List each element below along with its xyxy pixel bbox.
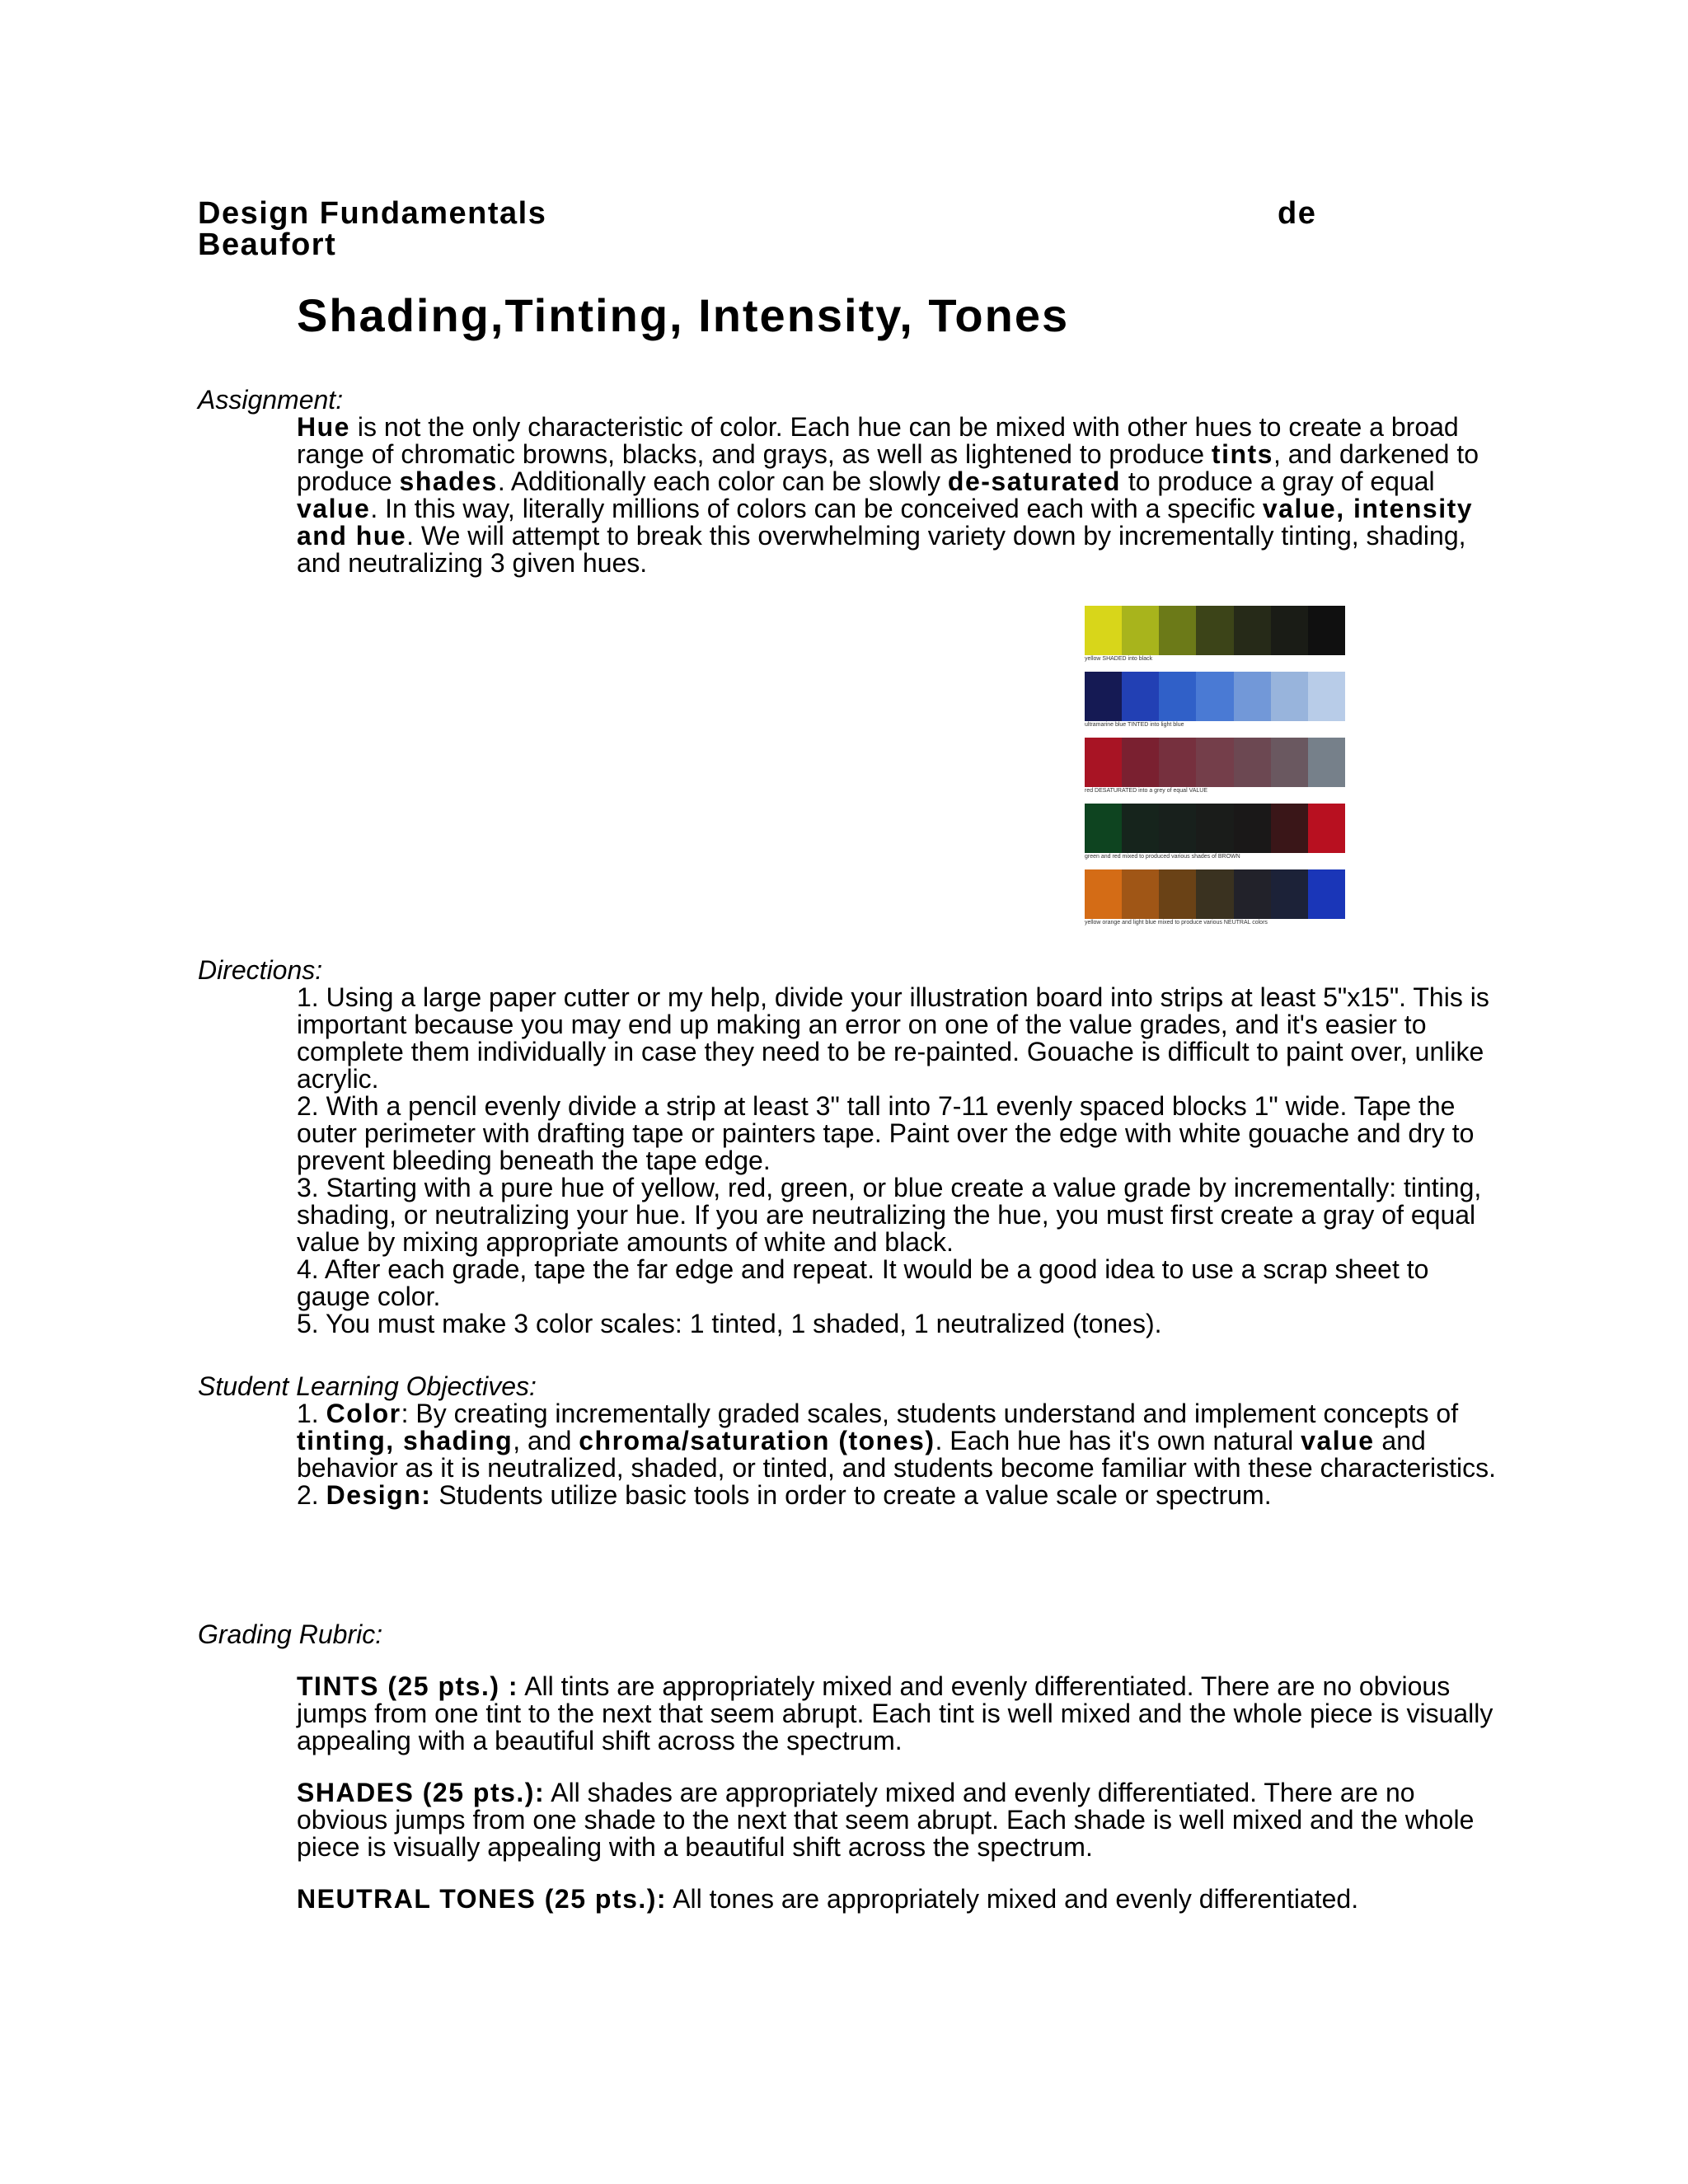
color-chip [1196,606,1233,655]
swatch-caption: ultramarine blue TINTED into light blue [1085,722,1184,728]
color-chip [1271,869,1308,919]
swatch-strip [1085,738,1348,804]
rubric-heading: SHADES (25 pts.): [297,1778,546,1807]
rubric-item-tints [297,1673,1500,1755]
bold-term: chroma/saturation (tones) [579,1426,935,1455]
bold-term: shades [399,466,498,496]
rubric-label: Grading Rubric: [198,1619,383,1649]
rubric-item-neutral-tones [297,1886,1500,1913]
rubric-heading: TINTS (25 pts.) : [297,1671,519,1701]
text-run: , and [513,1426,579,1455]
color-chip [1159,738,1196,787]
rubric-description: All tints are appropriately mixed and evenly differentiated. There are no obvious jumps from one tint to the next that seem abrupt. Each tint is well mixed and the whole piece is visually appealing with a beautiful shift across the spectrum. [297,1671,1493,1755]
color-chip [1234,869,1271,919]
color-chip [1308,672,1345,721]
objective-item [297,1400,1500,1482]
rubric-heading: NEUTRAL TONES (25 pts.): [297,1884,668,1914]
color-chip [1159,804,1196,853]
text-run: 2. [297,1480,326,1510]
text-run: . Additionally each color can be slowly [497,466,948,496]
color-chip [1122,672,1159,721]
color-chip [1234,804,1271,853]
color-chip [1308,606,1345,655]
page-title: Shading,Tinting, Intensity, Tones [297,289,1070,341]
bold-term: Hue [297,412,350,442]
color-chip [1085,738,1122,787]
swatch-strip [1085,672,1348,738]
direction-item: 2. With a pencil evenly divide a strip at least 3" tall into 7-11 evenly spaced blocks 1" wide. Tape the outer perimeter with drafting tape or painters tape. Paint over the edge with white gouache and dry to prevent bleeding beneath the tape edge. [297,1091,1475,1175]
color-chip [1122,869,1159,919]
color-chip [1085,869,1122,919]
color-chip [1308,869,1345,919]
direction-item: 3. Starting with a pure hue of yellow, red, green, or blue create a value grade by incrementally: tinting, shading, or neutralizing your hue. If you are neutralizing the hue, you must first create a gray of equal value by mixing appropriate amounts of white and black. [297,1173,1482,1257]
bold-term: value, intensity and hue [297,494,1474,551]
text-run: . We will attempt to break this overwhelming variety down by incrementally tinting, shading, and neutralizing 3 given hues. [297,521,1466,578]
color-chip [1159,869,1196,919]
color-chip [1122,738,1159,787]
swatch-caption: yellow orange and light blue mixed to produce various NEUTRAL colors [1085,920,1268,926]
text-run: 1. [297,1399,326,1428]
bold-term: value [1301,1426,1375,1455]
color-chip [1085,804,1122,853]
color-chip [1271,738,1308,787]
color-chip [1196,869,1233,919]
color-chip [1271,606,1308,655]
swatch-caption: green and red mixed to produced various shades of BROWN [1085,854,1240,860]
direction-item: 1. Using a large paper cutter or my help, divide your illustration board into strips at least 5"x15". This is important because you may end up making an error on one of the value grades, and it's easier to complete them individually in case they need to be re-painted. Gouache is difficult to paint over, unlike acrylic. [297,982,1489,1094]
rubric-description: All tones are appropriately mixed and evenly differentiated. [667,1884,1359,1914]
direction-item: 4. After each grade, tape the far edge and repeat. It would be a good idea to use a scrap sheet to gauge color. [297,1254,1429,1311]
bold-term: Design: [326,1480,432,1510]
text-run: : By creating incrementally graded scales, students understand and implement concepts of [401,1399,1459,1428]
color-chip [1234,738,1271,787]
rubric-list [297,1673,1500,1913]
color-chip [1234,606,1271,655]
assignment-paragraph [297,414,1500,577]
swatch-strip [1085,606,1348,672]
color-chip [1196,672,1233,721]
direction-item: 5. You must make 3 color scales: 1 tinted, 1 shaded, 1 neutralized (tones). [297,1309,1162,1338]
bold-term: de-saturated [947,466,1121,496]
swatch-caption: red DESATURATED into a grey of equal VALUE [1085,788,1208,794]
color-chip [1196,804,1233,853]
color-chip [1308,738,1345,787]
text-run: . Each hue has it's own natural [935,1426,1301,1455]
color-chip [1122,606,1159,655]
course-title: Design Fundamentals [198,196,547,231]
bold-term: Color [326,1399,401,1428]
color-chip [1122,804,1159,853]
directions-label: Directions: [198,955,323,985]
text-run: is not the only characteristic of color. Each hue can be mixed with other hues to create a broad range of chromatic browns, blacks, and grays, as well as lightened to produce [297,412,1459,469]
bold-term: value [297,494,371,523]
rubric-description: All shades are appropriately mixed and evenly differentiated. There are no obvious jumps from one shade to the next that seem abrupt. Each shade is well mixed and the whole piece is visually appealing with a beautiful shift across the spectrum. [297,1778,1475,1862]
text-run: to produce a gray of equal [1120,466,1435,496]
instructor-name-last: Beaufort [198,227,337,262]
color-chip [1085,672,1122,721]
color-chip [1308,804,1345,853]
color-chip [1159,672,1196,721]
instructor-name-first: de [1278,196,1317,231]
swatch-caption: yellow SHADED into black [1085,656,1153,662]
assignment-label: Assignment: [198,385,344,415]
color-chip [1271,804,1308,853]
text-run: . In this way, literally millions of colors can be conceived each with a specific [370,494,1263,523]
color-chip [1159,606,1196,655]
swatch-strip [1085,869,1348,935]
text-run: Students utilize basic tools in order to create a value scale or spectrum. [431,1480,1272,1510]
rubric-item-shades [297,1779,1500,1861]
assignment-text [297,414,1500,577]
objectives-list [297,1400,1500,1509]
color-chip [1196,738,1233,787]
color-chip [1234,672,1271,721]
directions-list [297,984,1500,1338]
bold-term: tinting, shading [297,1426,513,1455]
color-chip [1271,672,1308,721]
objective-item [297,1482,1500,1509]
text-run: , and darkened to produce [297,439,1479,496]
bold-term: tints [1211,439,1273,469]
swatch-strip [1085,804,1348,869]
color-chip [1085,606,1122,655]
text-run: and behavior as it is neutralized, shaded, or tinted, and students become familiar with these characteristics. [297,1426,1496,1483]
color-swatch-examples [1085,606,1348,935]
objectives-label: Student Learning Objectives: [198,1371,537,1401]
